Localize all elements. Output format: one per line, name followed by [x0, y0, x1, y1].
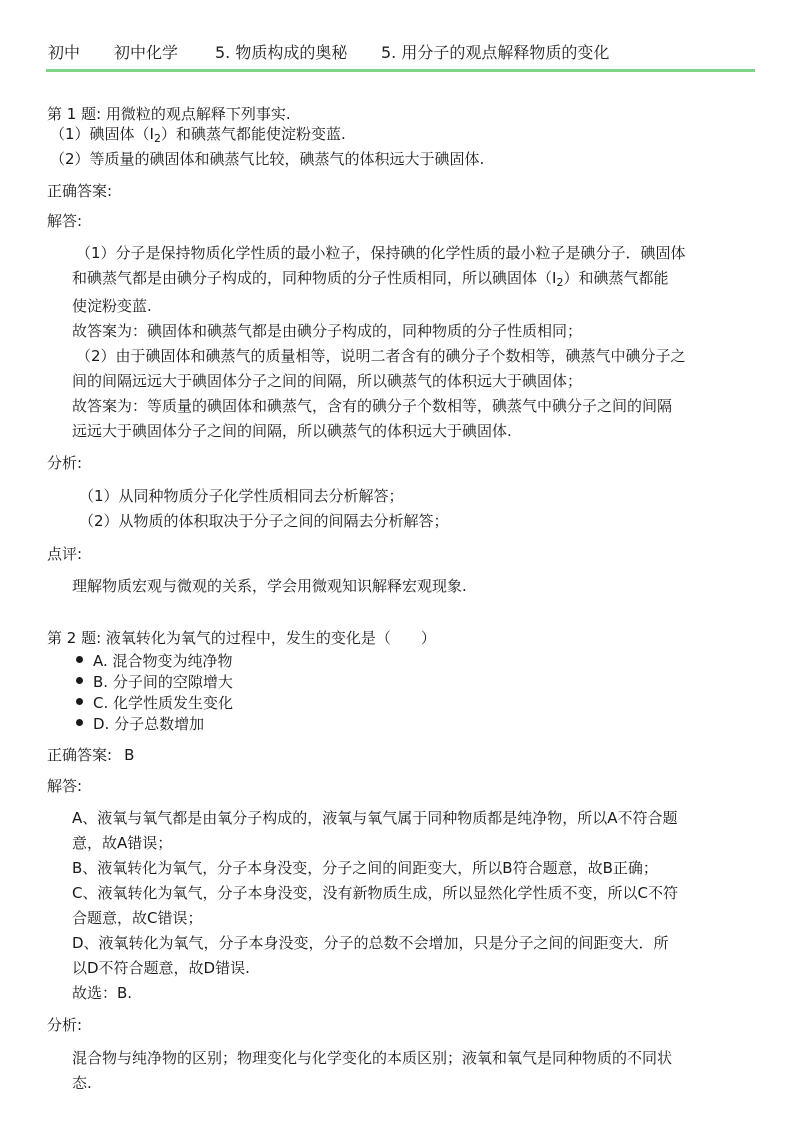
q1-review-line: 理解物质宏观与微观的关系，学会用微观知识解释宏观现象.	[72, 577, 467, 595]
q2-solution-line: A、液氧与氧气都是由氧分子构成的，液氧与氧气属于同种物质都是纯净物，所以A不符合题	[72, 809, 678, 827]
q2-solution-line: 故选：B.	[72, 984, 133, 1002]
q2-analysis-line: 态.	[72, 1074, 92, 1092]
q1-item1-sub: 2	[153, 132, 161, 145]
q1-solution-line: 远远大于碘固体分子之间的间隔，所以碘蒸气的体积远大于碘固体.	[72, 422, 512, 440]
q1-solution-line: 故答案为：碘固体和碘蒸气都是由碘分子构成的，同种物质的分子性质相同；	[72, 322, 583, 340]
q1-review-label: 点评:	[47, 545, 83, 563]
option-a	[76, 651, 233, 671]
option-c-label: C. 化学性质发生变化	[93, 694, 234, 712]
q1-sol2-post: ）和碘蒸气都能	[563, 269, 669, 287]
q2-answer-value: B	[124, 746, 135, 764]
option-c	[76, 693, 233, 713]
option-b	[76, 672, 233, 692]
option-a-label: A. 混合物变为纯净物	[93, 652, 233, 670]
question-1-title: 第 1 题: 用微粒的观点解释下列事实.	[47, 105, 291, 123]
q1-solution-line	[72, 268, 668, 293]
bullet-icon	[76, 677, 83, 684]
q1-answer-label: 正确答案:	[47, 182, 113, 200]
q2-analysis-line: 混合物与纯净物的区别；物理变化与化学变化的本质区别；液氧和氧气是同种物质的不同状	[72, 1049, 673, 1067]
q1-solution-label: 解答:	[47, 212, 83, 230]
option-b-label: B. 分子间的空隙增大	[93, 673, 233, 691]
q2-solution-label: 解答:	[47, 777, 83, 795]
breadcrumb-section[interactable]: 5. 用分子的观点解释物质的变化	[381, 43, 610, 62]
q1-solution-line: 使淀粉变蓝.	[72, 297, 152, 315]
q1-analysis-line: （1）从同种物质分子化学性质相同去分析解答；	[79, 487, 404, 505]
option-d-label: D. 分子总数增加	[93, 715, 205, 733]
question-2-title: 第 2 题: 液氧转化为氧气的过程中，发生的变化是（ ）	[47, 629, 436, 647]
q1-item1-post: ）和碘蒸气都能使淀粉变蓝.	[160, 125, 346, 143]
bullet-icon	[76, 719, 83, 726]
q2-solution-line: 意，故A错误；	[72, 834, 173, 852]
q2-answer	[47, 745, 134, 765]
option-d	[76, 714, 204, 734]
q1-sol2-sub: 2	[556, 276, 564, 289]
bullet-icon	[76, 656, 83, 663]
q2-answer-label: 正确答案:	[47, 746, 113, 764]
q1-solution-line: 间的间隔远远大于碘固体分子之间的间隔，所以碘蒸气的体积远大于碘固体；	[72, 372, 583, 390]
question-1-item-2: （2）等质量的碘固体和碘蒸气比较，碘蒸气的体积远大于碘固体.	[50, 150, 485, 168]
q1-sol2-pre: 和碘蒸气都是由碘分子构成的，同种物质的分子性质相同，所以碘固体（I	[72, 269, 557, 287]
q2-solution-line: 合题意，故C错误；	[72, 909, 203, 927]
q1-item1-pre: （1）碘固体（I	[50, 125, 154, 143]
q1-solution-line: （1）分子是保持物质化学性质的最小粒子，保持碘的化学性质的最小粒子是碘分子．碘固体	[76, 244, 686, 262]
q2-analysis-label: 分析:	[47, 1016, 83, 1034]
breadcrumb-subject[interactable]: 初中化学	[114, 43, 179, 62]
q2-solution-line: C、液氧转化为氧气，分子本身没变，没有新物质生成，所以显然化学性质不变，所以C不符	[72, 884, 678, 902]
breadcrumb-level[interactable]: 初中	[48, 43, 81, 62]
q1-solution-line: （2）由于碘固体和碘蒸气的质量相等，说明二者含有的碘分子个数相等，碘蒸气中碘分子之	[76, 347, 686, 365]
q2-solution-line: D、液氧转化为氧气，分子本身没变，分子的总数不会增加，只是分子之间的间距变大．所	[72, 934, 669, 952]
breadcrumb	[48, 40, 755, 62]
q2-solution-line: 以D不符合题意，故D错误.	[72, 959, 250, 977]
q2-solution-line: B、液氧转化为氧气，分子本身没变，分子之间的间距变大，所以B符合题意，故B正确；	[72, 859, 658, 877]
q1-analysis-label: 分析:	[47, 454, 83, 472]
question-1-item-1	[50, 124, 346, 149]
q1-analysis-line: （2）从物质的体积取决于分子之间的间隔去分析解答；	[79, 512, 449, 530]
breadcrumb-chapter[interactable]: 5. 物质构成的奥秘	[215, 43, 348, 62]
q1-solution-line: 故答案为：等质量的碘固体和碘蒸气，含有的碘分子个数相等，碘蒸气中碘分子之间的间隔	[72, 397, 673, 415]
bullet-icon	[76, 698, 83, 705]
header-divider	[46, 69, 755, 72]
